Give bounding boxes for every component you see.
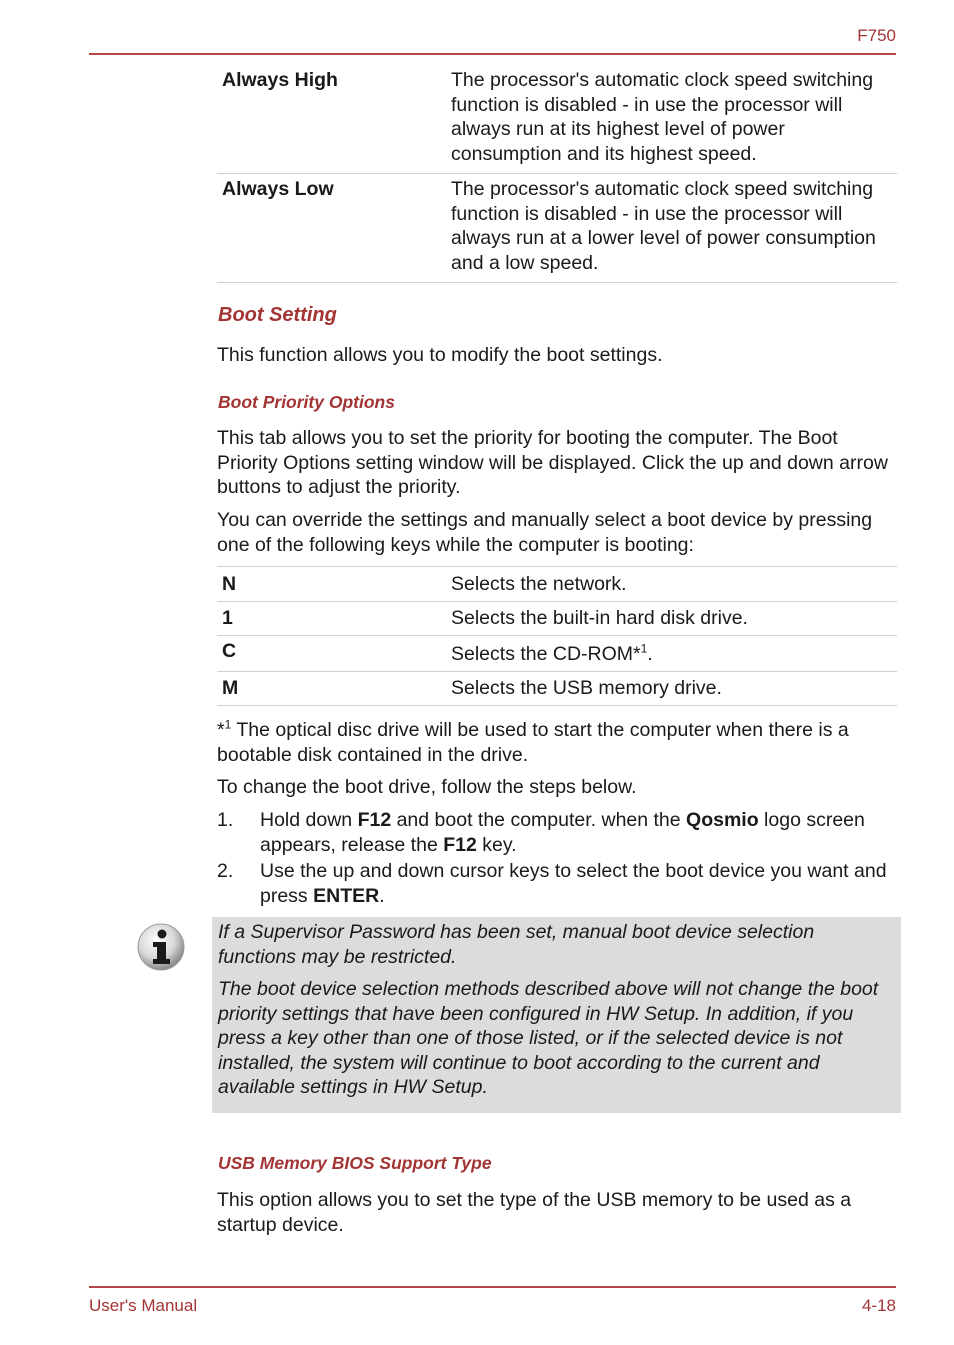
step-text: Use the up and down cursor keys to select the boot device you want and press <box>260 860 887 907</box>
key-desc-suffix: . <box>647 643 653 665</box>
list-item <box>217 859 897 908</box>
footer-rule <box>89 1286 896 1288</box>
info-icon <box>136 922 186 972</box>
paragraph: You can override the settings and manually select a boot device by pressing one of the following keys while the computer is booting: <box>217 509 873 556</box>
table-term: Always High <box>222 69 338 91</box>
table-term: C <box>222 640 237 662</box>
footnote-number: 1 <box>224 717 232 732</box>
paragraph: To change the boot drive, follow the steps below. <box>217 776 637 798</box>
table-desc: Selects the built-in hard disk drive. <box>451 607 748 629</box>
list-item <box>217 808 897 857</box>
step-number: 2. <box>217 860 234 882</box>
section-heading: Boot Setting <box>218 304 337 326</box>
table-term: Always Low <box>222 178 334 200</box>
step-text: key. <box>476 833 517 856</box>
table-row <box>217 602 897 636</box>
table-desc: Selects the network. <box>451 573 627 595</box>
table-row <box>217 174 897 283</box>
step-number: 1. <box>217 809 234 831</box>
table-term: M <box>222 677 239 699</box>
table-term: 1 <box>222 607 233 629</box>
table-row <box>217 672 897 706</box>
key-desc-text: Selects the CD-ROM* <box>451 643 641 665</box>
subsection-heading: Boot Priority Options <box>218 392 395 412</box>
key-name: F12 <box>443 833 477 856</box>
boot-keys-table <box>217 566 897 706</box>
table-desc <box>451 636 897 672</box>
cpu-speed-table <box>217 66 897 283</box>
note-box <box>212 917 901 1113</box>
step-text: logo screen appears, release the <box>260 809 865 856</box>
page-number: 4-18 <box>861 1296 896 1315</box>
footnote-text: The optical disc drive will be used to start the computer when there is a bootable disk contained in the drive. <box>217 719 849 766</box>
table-row <box>217 567 897 602</box>
note-paragraph: The boot device selection methods described above will not change the boot priority settings that have been configured in HW Setup. In addition, if you press a key other than one of those listed, or if the selected device is not installed, the system will continue to boot according to the current and available settings in HW Setup. <box>218 978 879 1098</box>
table-desc: The processor's automatic clock speed switching function is disabled - in use the processor will always run at a lower level of power consumption and a low speed. <box>451 178 876 274</box>
table-desc: The processor's automatic clock speed switching function is disabled - in use the processor will always run at its highest level of power consumption and its highest speed. <box>451 69 874 165</box>
note-paragraph: If a Supervisor Password has been set, manual boot device selection functions may be restricted. <box>218 921 815 968</box>
footnote-mark: * <box>217 719 225 741</box>
table-term: N <box>222 573 237 595</box>
table-row <box>217 636 897 672</box>
footnote-ref: 1 <box>640 641 648 656</box>
paragraph: This option allows you to set the type of the USB memory to be used as a startup device. <box>217 1189 852 1236</box>
table-row <box>217 66 897 174</box>
table-desc: Selects the USB memory drive. <box>451 677 722 699</box>
step-text: Hold down <box>260 809 358 831</box>
paragraph: This function allows you to modify the boot settings. <box>217 344 663 366</box>
steps-list <box>217 808 897 910</box>
subsection-heading: USB Memory BIOS Support Type <box>218 1153 492 1173</box>
footnote <box>217 718 897 767</box>
header-rule <box>89 53 896 55</box>
key-name: F12 <box>357 809 392 831</box>
footer-manual-title: User's Manual <box>89 1296 198 1315</box>
page-model-label: F750 <box>857 26 896 45</box>
key-name: ENTER <box>313 884 380 907</box>
brand-name: Qosmio <box>686 809 759 831</box>
step-text: . <box>379 884 385 907</box>
step-text: and boot the computer. when the <box>391 809 687 831</box>
paragraph: This tab allows you to set the priority for booting the computer. The Boot Priority Options setting window will be displayed. Click the up and down arrow buttons to adjust the priority. <box>217 427 888 498</box>
